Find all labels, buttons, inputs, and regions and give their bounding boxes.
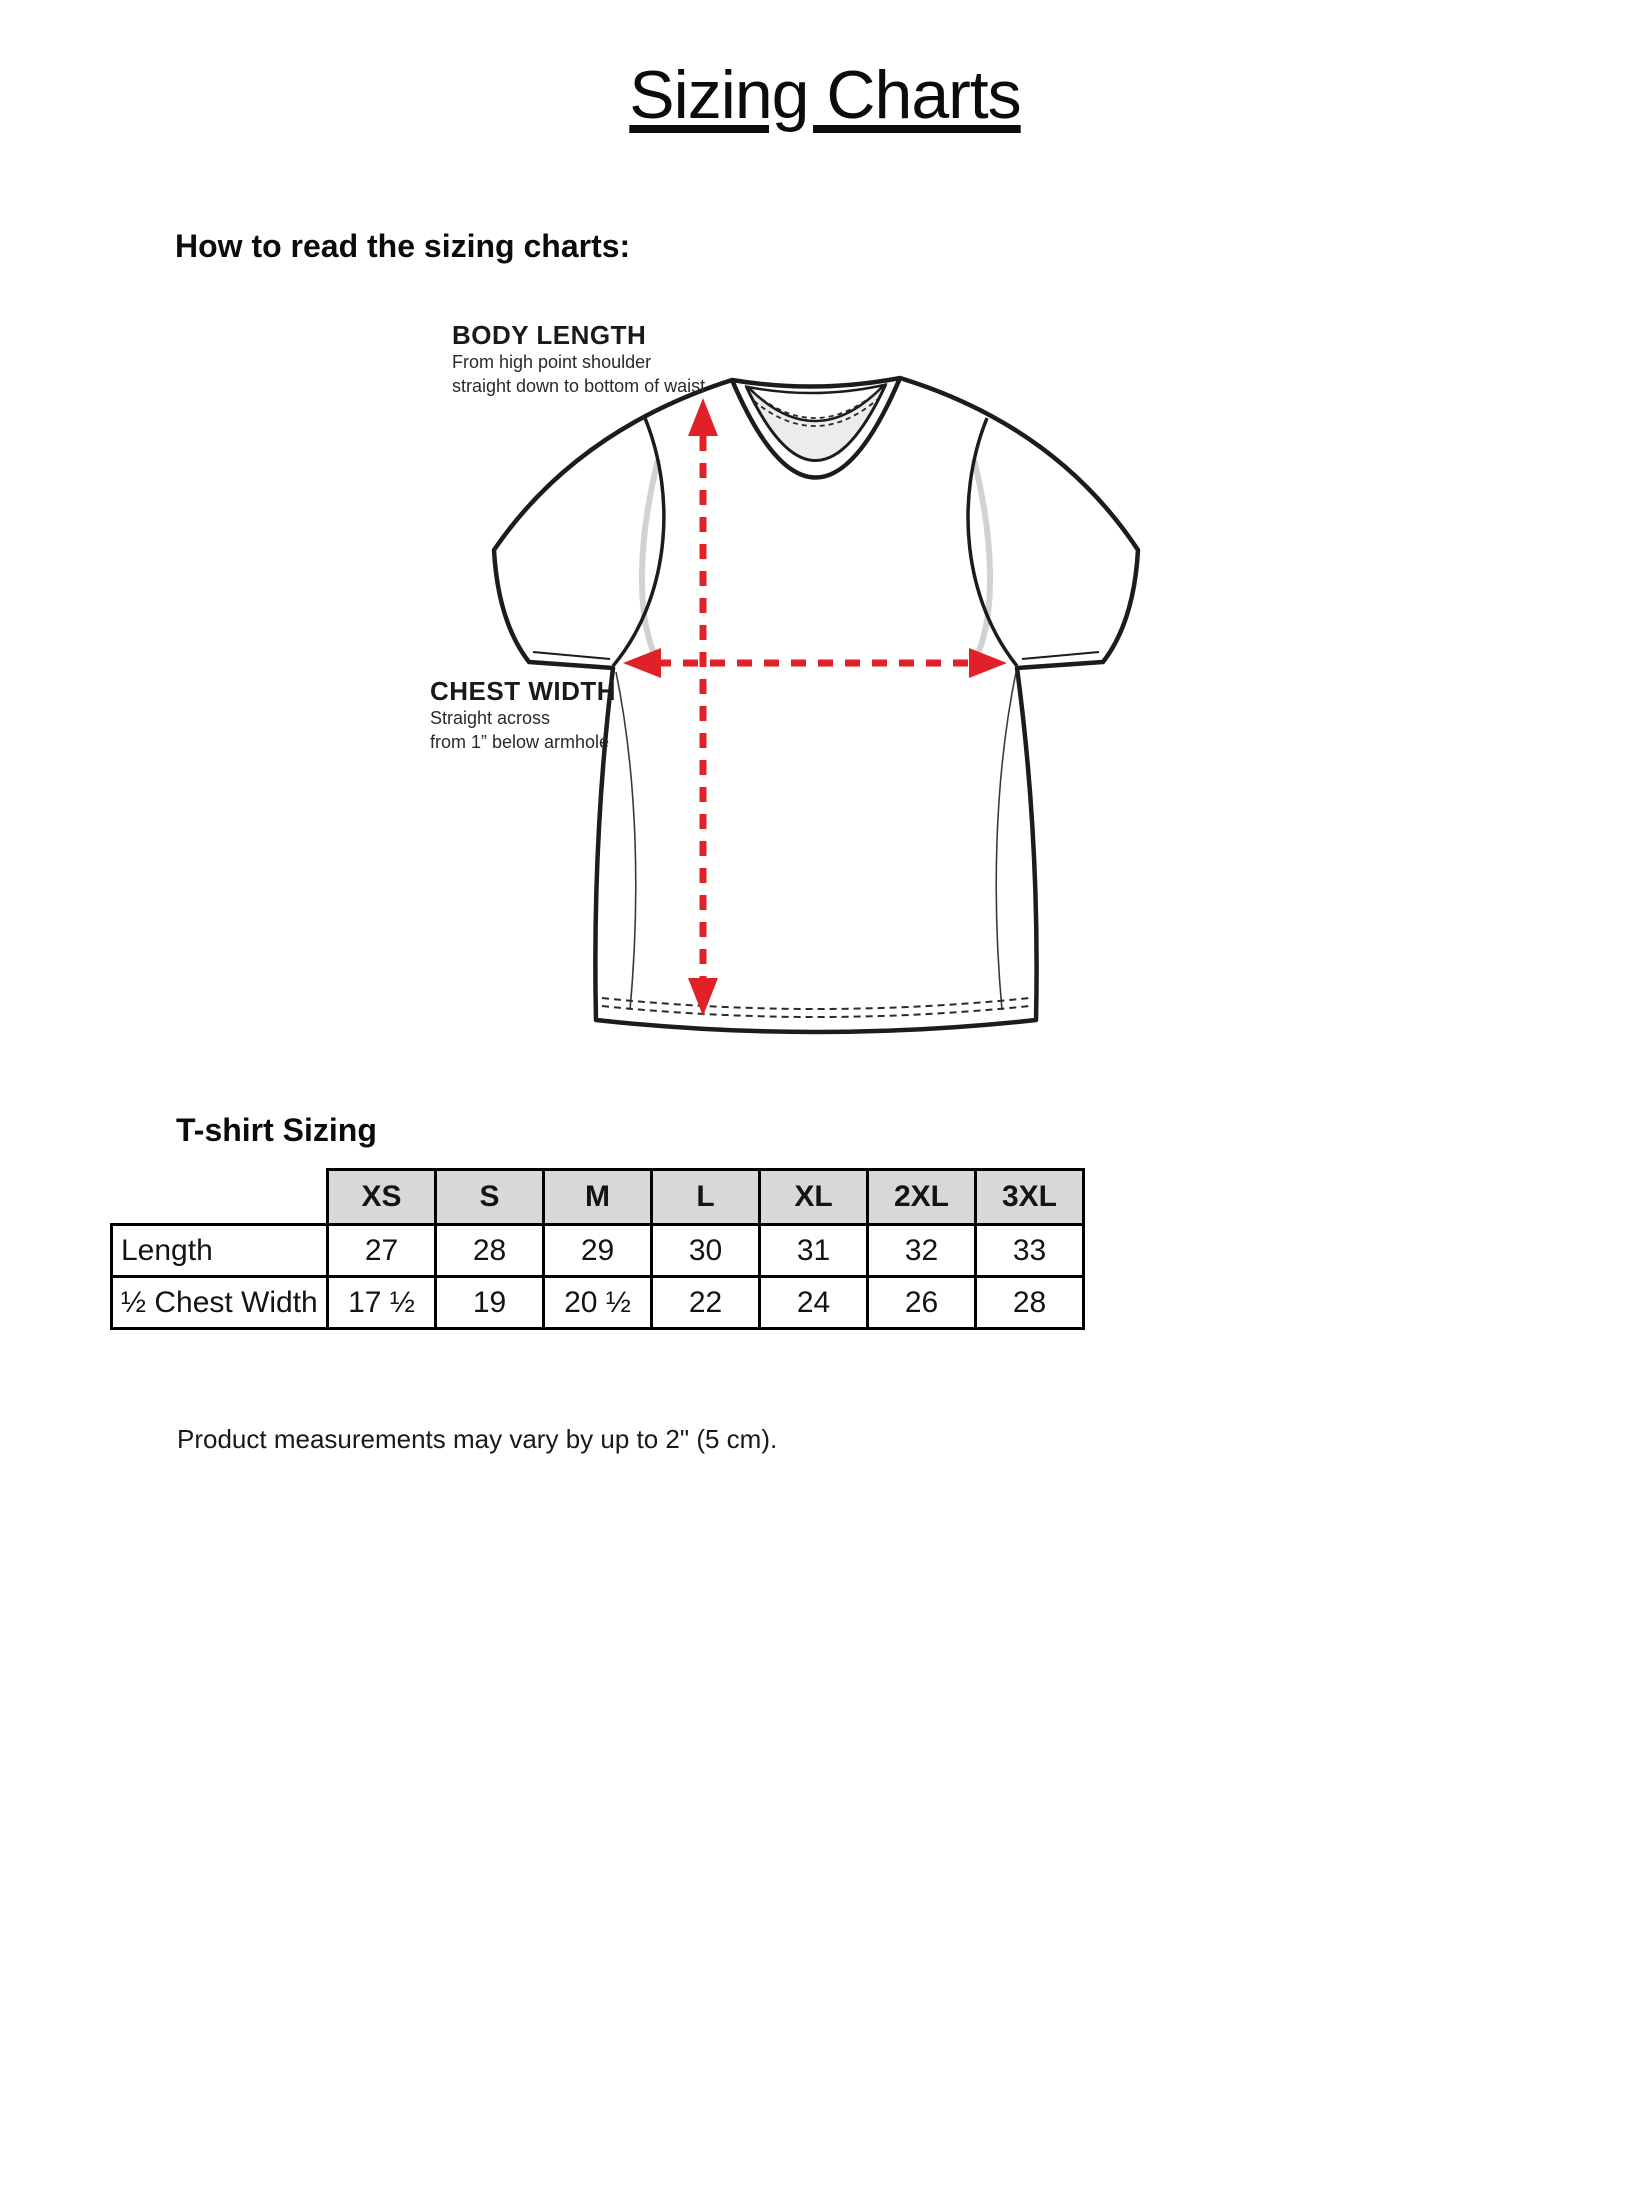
chest-m: 20 ½ (544, 1277, 652, 1329)
length-xl: 31 (760, 1225, 868, 1277)
length-2xl: 32 (868, 1225, 976, 1277)
body-length-title: BODY LENGTH (452, 320, 647, 350)
row-label-length: Length (112, 1225, 328, 1277)
how-to-read-heading: How to read the sizing charts: (175, 228, 631, 264)
col-header-m: M (544, 1170, 652, 1225)
body-length-desc-2: straight down to bottom of waist (452, 376, 706, 396)
table-row-chest-width (112, 1277, 1084, 1329)
body-length-label (452, 320, 705, 398)
length-3xl: 33 (976, 1225, 1084, 1277)
length-m: 29 (544, 1225, 652, 1277)
table-row-length (112, 1225, 1084, 1277)
tshirt-sizing-heading: T-shirt Sizing (176, 1112, 377, 1148)
col-header-3xl: 3XL (976, 1170, 1084, 1225)
body-length-desc-1: From high point shoulder (452, 352, 652, 372)
chest-3xl: 28 (976, 1277, 1084, 1329)
length-xs: 27 (328, 1225, 436, 1277)
chest-width-desc-1: Straight across (430, 708, 551, 728)
length-s: 28 (436, 1225, 544, 1277)
length-l: 30 (652, 1225, 760, 1277)
chest-2xl: 26 (868, 1277, 976, 1329)
table-corner-cell (112, 1170, 328, 1225)
chest-width-title: CHEST WIDTH (430, 676, 617, 706)
col-header-2xl: 2XL (868, 1170, 976, 1225)
tshirt-sizing-table (110, 1168, 1085, 1330)
chest-width-label (430, 676, 616, 754)
col-header-xs: XS (328, 1170, 436, 1225)
col-header-xl: XL (760, 1170, 868, 1225)
page-title: Sizing Charts (629, 57, 1021, 133)
chest-xl: 24 (760, 1277, 868, 1329)
chest-l: 22 (652, 1277, 760, 1329)
chest-s: 19 (436, 1277, 544, 1329)
row-label-chest-width: ½ Chest Width (112, 1277, 328, 1329)
col-header-l: L (652, 1170, 760, 1225)
chest-xs: 17 ½ (328, 1277, 436, 1329)
chest-width-desc-2: from 1” below armhole (430, 732, 610, 752)
table-header-row (112, 1170, 1084, 1225)
col-header-s: S (436, 1170, 544, 1225)
measurement-tolerance-note: Product measurements may vary by up to 2" (5 cm). (177, 1424, 778, 1454)
